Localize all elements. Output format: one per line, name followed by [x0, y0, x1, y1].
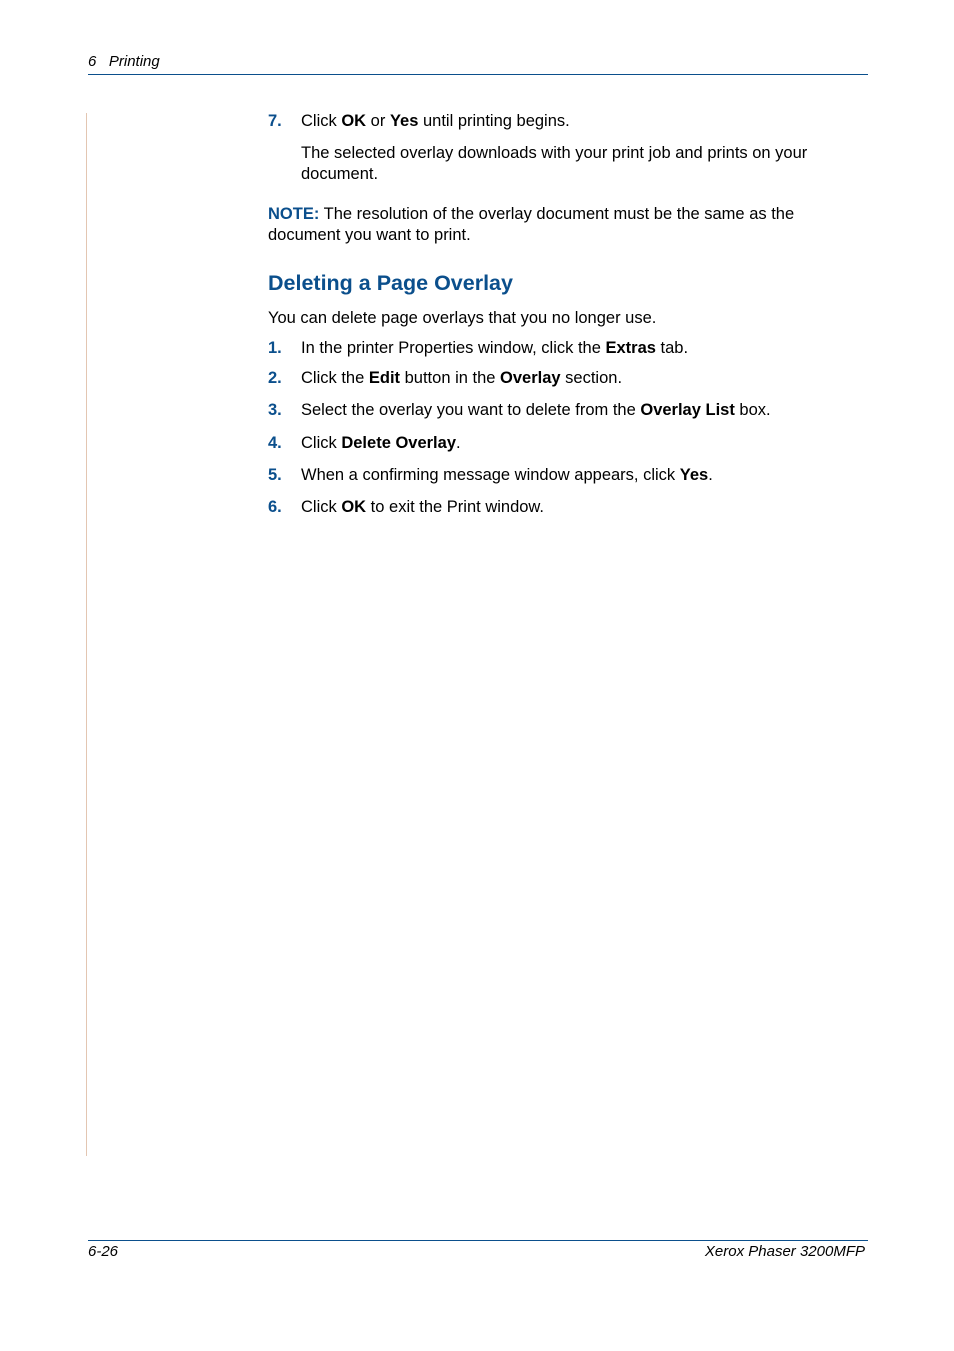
step-text-part: .: [456, 434, 461, 452]
step-7-followup: [301, 143, 807, 185]
step-text: [301, 433, 461, 454]
step-text-bold: Extras: [605, 339, 656, 357]
followup-line-1: The selected overlay downloads with your print job and prints on your: [301, 144, 808, 162]
step-text-bold: Overlay: [500, 369, 561, 387]
section-intro: You can delete page overlays that you no longer use.: [268, 309, 657, 327]
margin-rule: [86, 113, 87, 1156]
note-line-2: document you want to print.: [268, 226, 471, 244]
step-text-part: until printing begins.: [418, 112, 570, 130]
step-text-bold: Yes: [679, 466, 709, 484]
step-text-bold: OK: [341, 498, 367, 516]
step-number: 4.: [268, 434, 282, 452]
step-text-part: button in the: [400, 369, 501, 387]
step-text-part: tab.: [655, 339, 689, 357]
step-number: 1.: [268, 339, 282, 357]
step-text-part: Click: [301, 112, 342, 130]
product-name: Xerox Phaser 3200MFP: [704, 1243, 865, 1260]
footer-divider: [88, 1240, 868, 1241]
step-text: [301, 465, 713, 486]
step-text-part: In the printer Properties window, click the: [301, 339, 606, 357]
step-text-part: When a confirming message window appears, click: [301, 466, 680, 484]
step-text-bold: Yes: [389, 112, 419, 130]
step-text-part: to exit the Print window.: [366, 498, 545, 516]
running-header: [88, 53, 160, 70]
page-number: 6-26: [88, 1243, 119, 1260]
step-text: [301, 497, 544, 518]
step-text-part: box.: [734, 401, 771, 419]
section-title: Deleting a Page Overlay: [268, 271, 513, 295]
note-label: NOTE:: [268, 205, 320, 223]
header-divider: [88, 74, 868, 75]
step-text-part: .: [708, 466, 713, 484]
chapter-title: Printing: [108, 53, 160, 70]
step-text-part: or: [366, 112, 390, 130]
step-text-part: Click the: [301, 369, 369, 387]
step-text: [301, 338, 688, 359]
step-text: [301, 368, 622, 389]
step-number: 2.: [268, 369, 282, 387]
followup-line-2: document.: [301, 165, 379, 183]
step-text-part: section.: [560, 369, 623, 387]
step-number: 7.: [268, 112, 282, 130]
note-line-1: The resolution of the overlay document must be the same as the: [319, 205, 795, 223]
step-number: 5.: [268, 466, 282, 484]
step-text-bold: OK: [341, 112, 367, 130]
step-text-part: Click: [301, 498, 342, 516]
chapter-number: 6: [88, 53, 97, 70]
step-number: 3.: [268, 401, 282, 419]
step-text-bold: Edit: [368, 369, 401, 387]
step-text: [301, 111, 570, 132]
step-text-part: Select the overlay you want to delete from the: [301, 401, 641, 419]
step-text-bold: Delete Overlay: [341, 434, 456, 452]
step-text: [301, 400, 771, 421]
note: [268, 204, 794, 246]
step-text-bold: Overlay List: [640, 401, 735, 419]
step-number: 6.: [268, 498, 282, 516]
step-text-part: Click: [301, 434, 342, 452]
